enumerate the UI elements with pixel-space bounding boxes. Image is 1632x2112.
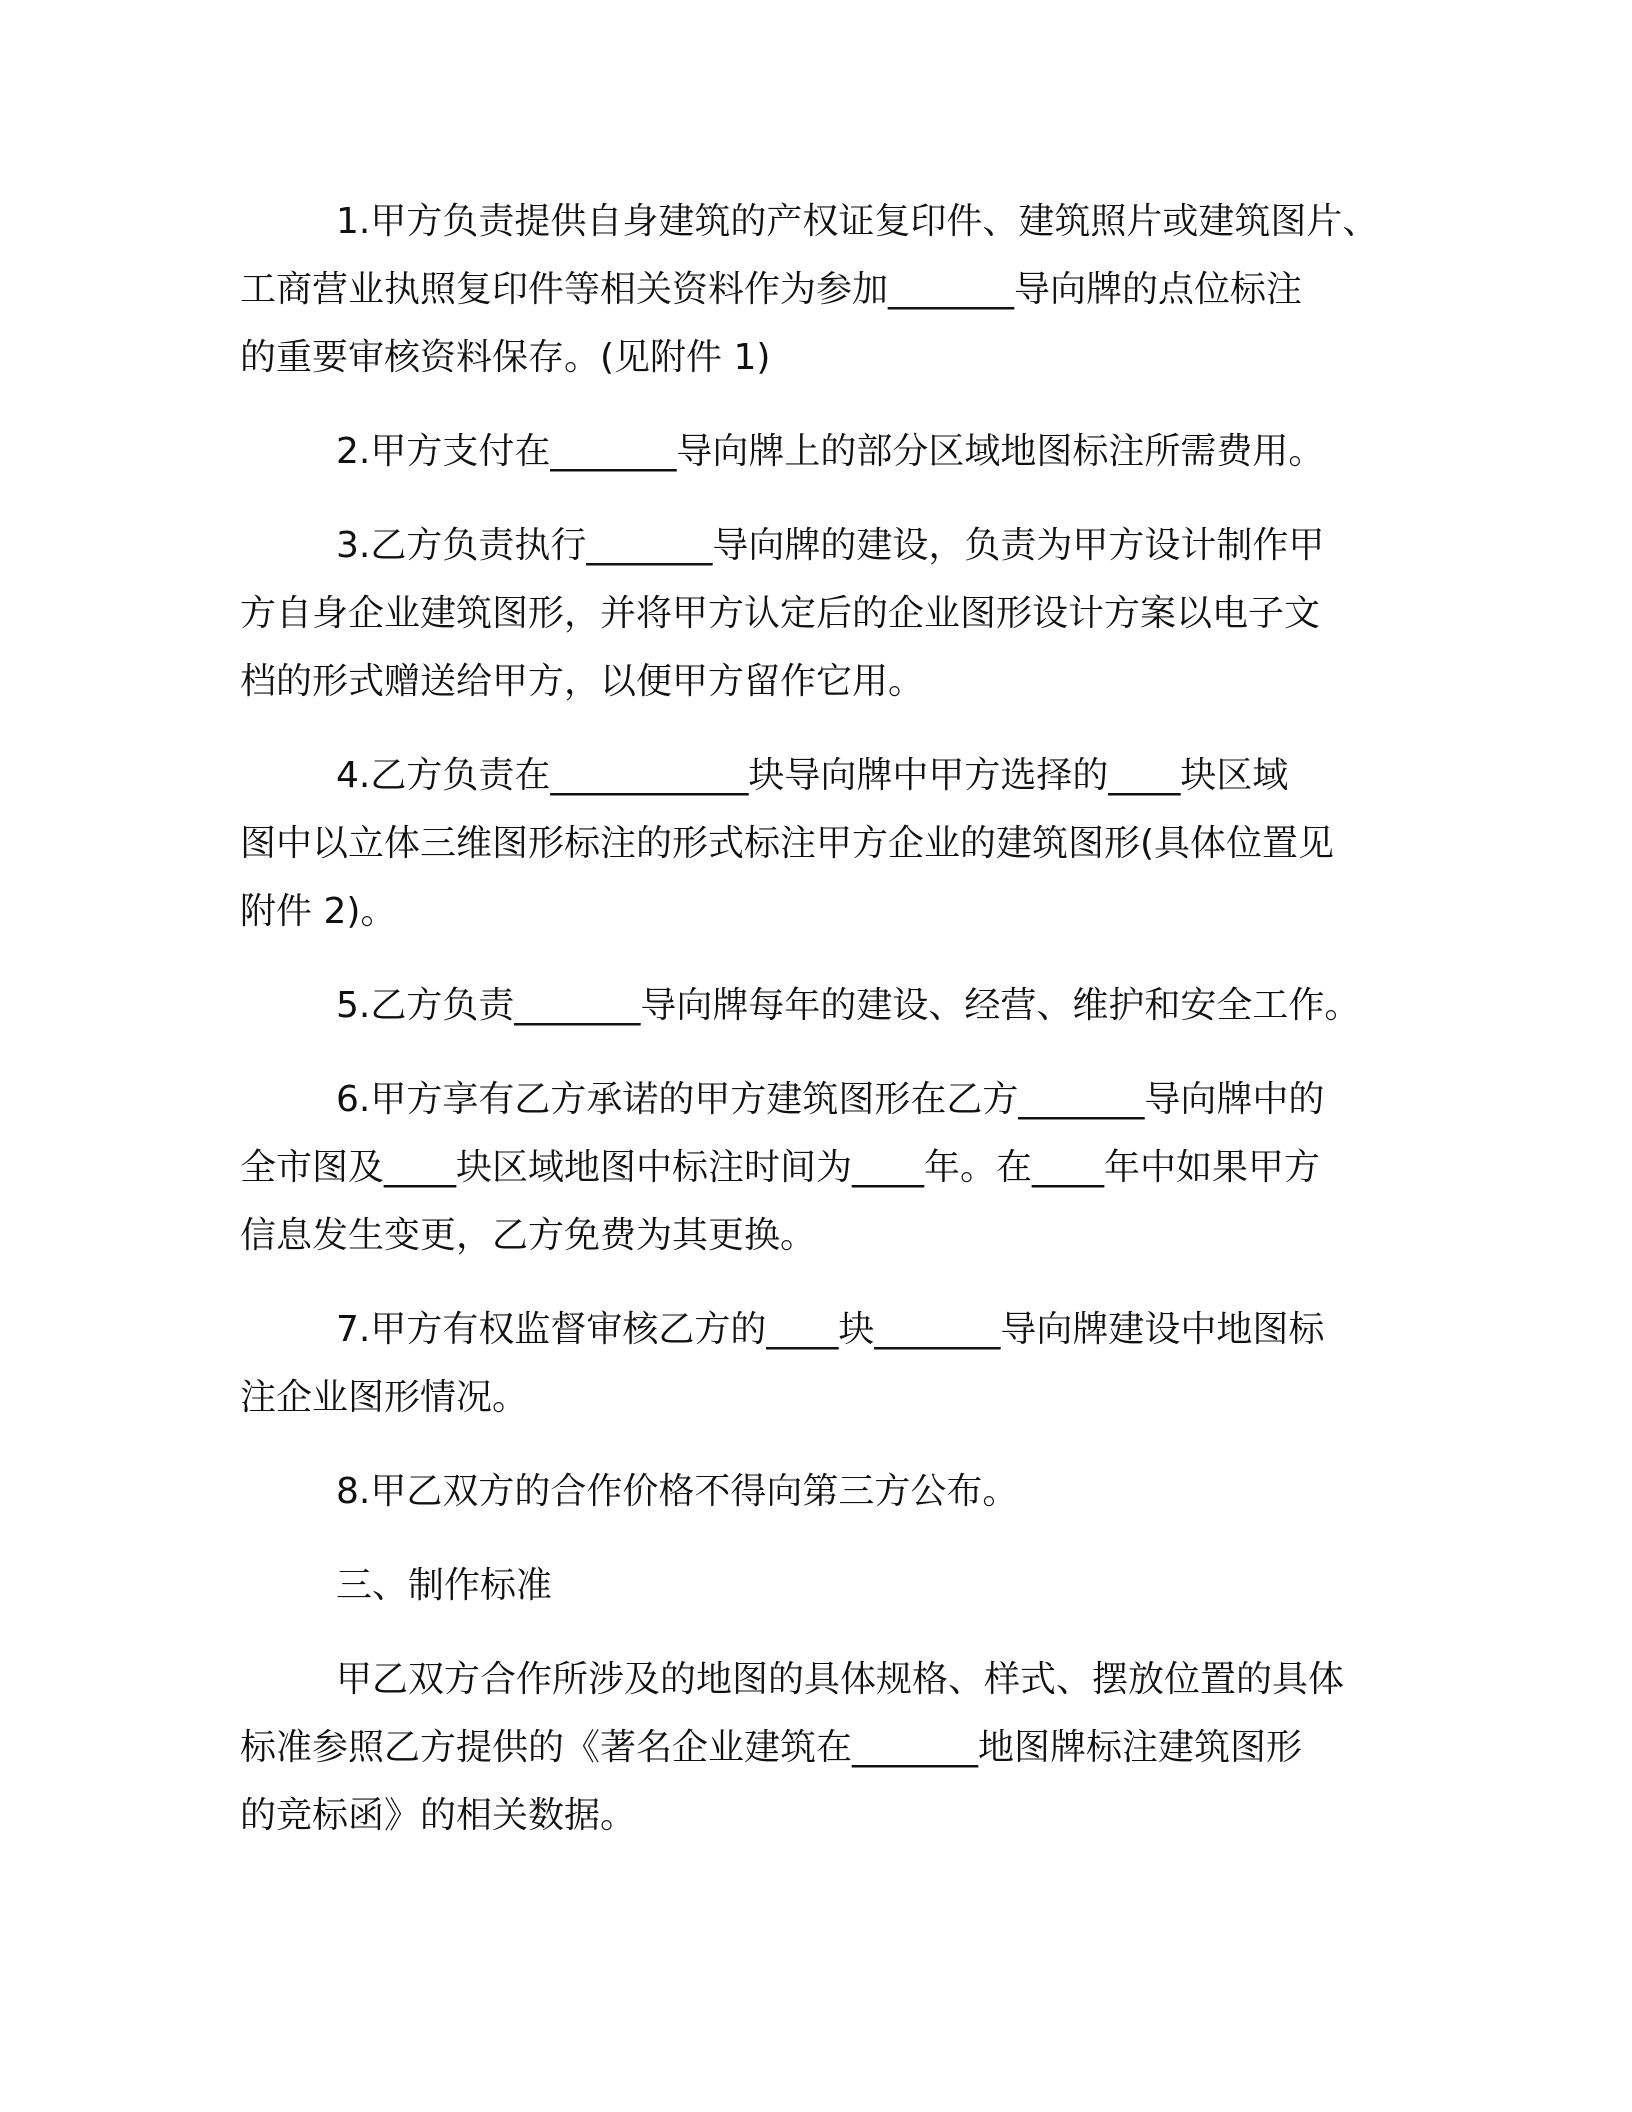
production-standard-line-3: 的竞标函》的相关数据。 bbox=[240, 1795, 637, 1836]
clause-4 bbox=[240, 742, 1400, 946]
clause-8 bbox=[240, 1458, 1400, 1526]
clause-5 bbox=[240, 972, 1400, 1040]
clause-3-line-2: 方自身企业建筑图形，并将甲方认定后的企业图形设计方案以电子文 bbox=[240, 593, 1321, 634]
clause-3-line-1: 3.乙方负责执行_______导向牌的建设，负责为甲方设计制作甲 bbox=[336, 525, 1325, 566]
production-standard-paragraph bbox=[240, 1646, 1400, 1850]
clause-1-line-3: 的重要审核资料保存。(见附件 1) bbox=[240, 337, 771, 378]
clause-1-line-2: 工商营业执照复印件等相关资料作为参加_______导向牌的点位标注 bbox=[240, 269, 1303, 310]
clause-7 bbox=[240, 1296, 1400, 1432]
clause-4-line-1: 4.乙方负责在___________块导向牌中甲方选择的____块区域 bbox=[336, 755, 1289, 796]
clause-8-line-1: 8.甲乙双方的合作价格不得向第三方公布。 bbox=[336, 1471, 1019, 1512]
clause-2 bbox=[240, 418, 1400, 486]
clause-5-line-1: 5.乙方负责_______导向牌每年的建设、经营、维护和安全工作。 bbox=[336, 985, 1361, 1026]
clause-6-line-1: 6.甲方享有乙方承诺的甲方建筑图形在乙方_______导向牌中的 bbox=[336, 1079, 1325, 1120]
clause-7-line-1: 7.甲方有权监督审核乙方的____块_______导向牌建设中地图标 bbox=[336, 1309, 1325, 1350]
clause-2-line-1: 2.甲方支付在_______导向牌上的部分区域地图标注所需费用。 bbox=[336, 431, 1325, 472]
clause-1 bbox=[240, 188, 1400, 392]
clause-4-line-3: 附件 2)。 bbox=[240, 891, 397, 932]
clause-3 bbox=[240, 512, 1400, 716]
clause-6 bbox=[240, 1066, 1400, 1270]
clause-3-line-3: 档的形式赠送给甲方，以便甲方留作它用。 bbox=[240, 661, 925, 702]
section-heading-3-text: 三、制作标准 bbox=[336, 1565, 553, 1606]
document-body bbox=[240, 188, 1400, 1850]
clause-6-line-3: 信息发生变更，乙方免费为其更换。 bbox=[240, 1215, 817, 1256]
production-standard-line-1: 甲乙双方合作所涉及的地图的具体规格、样式、摆放位置的具体 bbox=[336, 1659, 1345, 1700]
section-heading-3 bbox=[240, 1552, 1400, 1620]
clause-6-line-2: 全市图及____块区域地图中标注时间为____年。在____年中如果甲方 bbox=[240, 1147, 1321, 1188]
clause-1-line-1: 1.甲方负责提供自身建筑的产权证复印件、建筑照片或建筑图片、 bbox=[336, 201, 1379, 242]
clause-7-line-2: 注企业图形情况。 bbox=[240, 1377, 529, 1418]
clause-4-line-2: 图中以立体三维图形标注的形式标注甲方企业的建筑图形(具体位置见 bbox=[240, 823, 1335, 864]
production-standard-line-2: 标准参照乙方提供的《著名企业建筑在_______地图牌标注建筑图形 bbox=[240, 1727, 1303, 1768]
